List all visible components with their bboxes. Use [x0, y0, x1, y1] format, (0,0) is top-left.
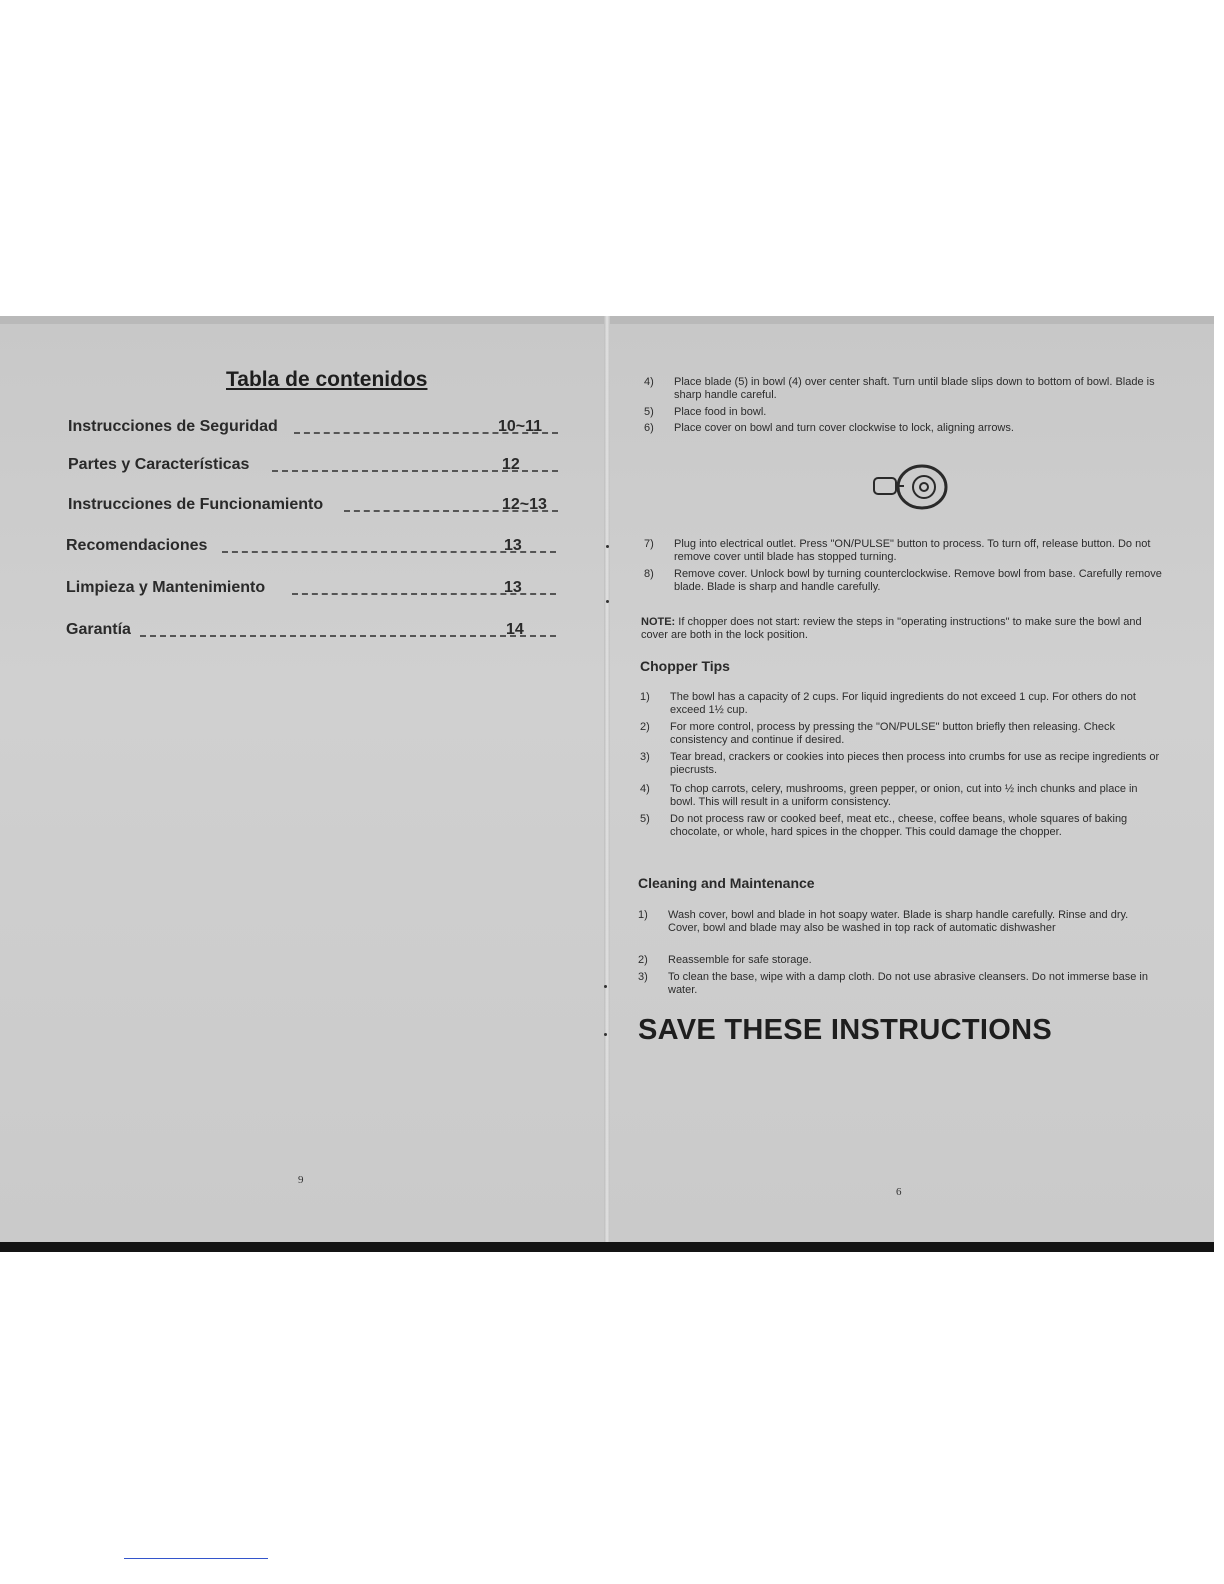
item-text: Wash cover, bowl and blade in hot soapy water. Blade is sharp handle carefully. Rinse and dry. Cover, bowl and blade may also be washed in top rack of automatic dishwasher — [668, 909, 1129, 934]
item-text: Place blade (5) in bowl (4) over center shaft. Turn until blade slips down to bottom of bowl. Blade is sharp handle careful. — [674, 376, 1155, 401]
item-number: 7) — [644, 538, 654, 550]
item-number: 6) — [644, 422, 654, 434]
item-text: Plug into electrical outlet. Press "ON/PULSE" button to process. To turn off, release button. Do not remove cover until blade has stopped turning. — [674, 538, 1151, 563]
scan-speck — [604, 1033, 607, 1036]
item-number: 1) — [640, 691, 650, 703]
item-text: For more control, process by pressing the "ON/PULSE" button briefly then releasing. Check consistency and continue if desired. — [670, 721, 1115, 746]
item-number: 3) — [640, 751, 650, 763]
item-text: Do not process raw or cooked beef, meat etc., cheese, coffee beans, whole squares of baking chocolate, or whole, hard spices in the chopper. This could damage the chopper. — [670, 813, 1128, 838]
item-text: To clean the base, wipe with a damp cloth. Do not use abrasive cleansers. Do not immerse base in water. — [668, 971, 1148, 996]
scan-bottom-edge — [0, 1242, 1214, 1252]
booklet-spine — [604, 316, 610, 1252]
toc-entry-label: Recomendaciones — [66, 537, 208, 554]
bowl-lock-diagram-icon — [870, 463, 952, 513]
save-instructions-banner: SAVE THESE INSTRUCTIONS — [638, 1014, 1053, 1046]
item-number: 2) — [638, 954, 648, 966]
toc-entry-label: Instrucciones de Seguridad — [68, 418, 278, 435]
note-paragraph — [641, 616, 1163, 642]
item-text: Reassemble for safe storage. — [668, 954, 812, 966]
item-number: 3) — [638, 971, 648, 983]
item-text: Place cover on bowl and turn cover clockwise to lock, aligning arrows. — [674, 422, 1014, 434]
item-number: 4) — [644, 376, 654, 388]
footer-rule — [124, 1558, 268, 1559]
toc-entry-page: 13 — [504, 579, 522, 596]
toc-entry-label: Partes y Características — [68, 456, 250, 473]
item-number: 5) — [640, 813, 650, 825]
item-text: To chop carrots, celery, mushrooms, green pepper, or onion, cut into ½ inch chunks and place in bowl. This will result in a uniform consistency. — [670, 783, 1138, 808]
toc-entry-page: 12~13 — [502, 496, 547, 513]
item-number: 5) — [644, 406, 654, 418]
item-number: 2) — [640, 721, 650, 733]
toc-entry-label: Limpieza y Mantenimiento — [66, 579, 266, 596]
toc-entry-label: Garantía — [66, 621, 131, 638]
toc-leader — [140, 619, 556, 637]
page-number-right: 6 — [896, 1186, 902, 1198]
chopper-tips-heading: Chopper Tips — [640, 658, 730, 674]
note-label: NOTE: — [641, 616, 676, 628]
toc-entry-page: 10~11 — [498, 418, 543, 435]
toc-entry-page: 14 — [506, 621, 524, 638]
cleaning-heading: Cleaning and Maintenance — [638, 875, 815, 891]
item-number: 4) — [640, 783, 650, 795]
scan-speck — [604, 985, 607, 988]
scan-speck — [606, 545, 609, 548]
toc-entry-page: 12 — [502, 456, 520, 473]
note-text: If chopper does not start: review the steps in "operating instructions" to make sure the bowl and cover are both in the lock position. — [641, 616, 1142, 641]
item-text: Place food in bowl. — [674, 406, 767, 418]
page-number-left: 9 — [298, 1174, 304, 1186]
scan-speck — [606, 600, 609, 603]
item-number: 1) — [638, 909, 648, 921]
item-text: The bowl has a capacity of 2 cups. For liquid ingredients do not exceed 1 cup. For others do not exceed 1½ cup. — [670, 691, 1136, 716]
toc-title: Tabla de contenidos — [226, 368, 428, 391]
item-text: Remove cover. Unlock bowl by turning counterclockwise. Remove bowl from base. Carefully remove blade. Blade is sharp and handle carefully. — [674, 568, 1162, 593]
item-number: 8) — [644, 568, 654, 580]
item-text: Tear bread, crackers or cookies into pieces then process into crumbs for use as recipe ingredients or piecrusts. — [670, 751, 1160, 776]
toc-entry-page: 13 — [504, 537, 522, 554]
toc-entry-label: Instrucciones de Funcionamiento — [68, 496, 324, 513]
